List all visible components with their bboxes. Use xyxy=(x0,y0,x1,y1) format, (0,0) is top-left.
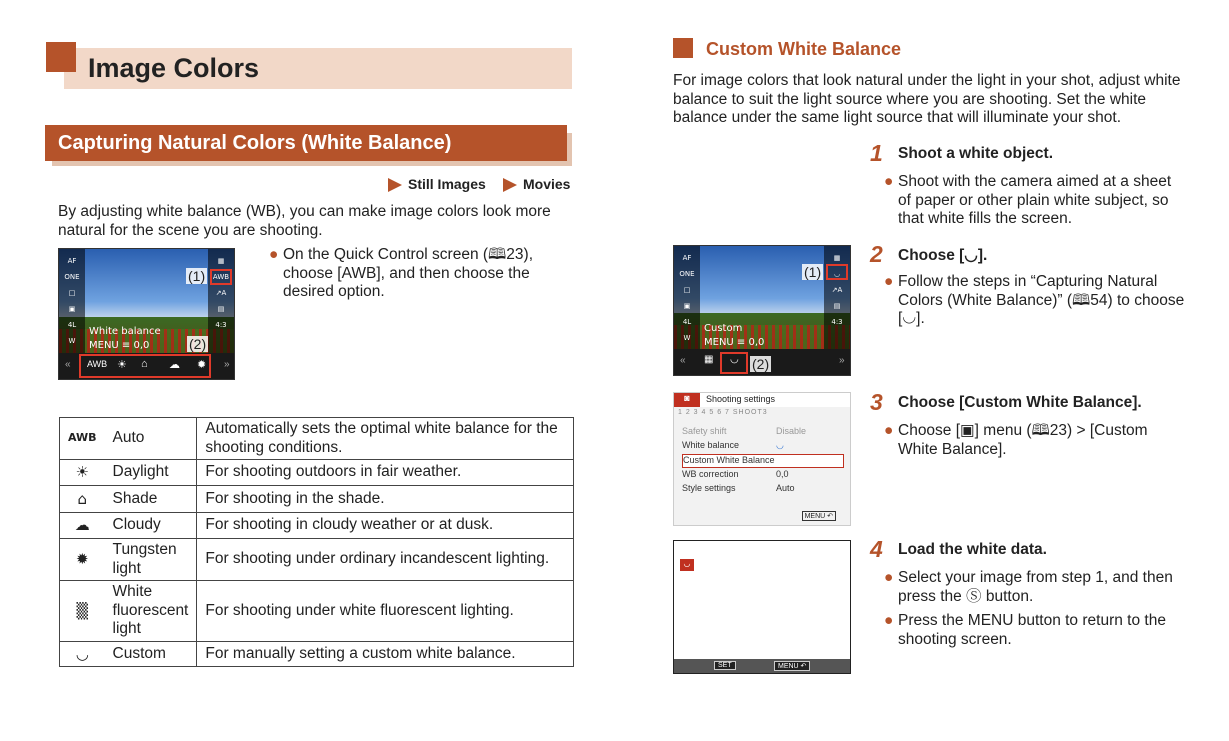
shade-icon: ⌂ xyxy=(60,486,105,513)
camera-screen-custom xyxy=(673,245,851,376)
auto-wb-icon: AWB xyxy=(60,418,105,460)
screen-value: MENU ≡ 0,0 xyxy=(704,337,765,348)
screen-label: Custom xyxy=(704,323,743,334)
still-images-tag: Still Images xyxy=(388,176,486,192)
step-number: 1 xyxy=(870,140,883,166)
arrow-icon xyxy=(503,178,517,192)
step-title: Choose [Custom White Balance]. xyxy=(898,394,1142,411)
right-icon-column: ▦ AWB ↗A ▤ 4:3 xyxy=(208,249,234,379)
intro-text-right: For image colors that look natural under the light in your shot, adjust white balance to suit the light source where you are shooting. Set the white balance under the same light source that will illuminate your shot. xyxy=(673,72,1181,126)
callout-1: (1) xyxy=(188,268,206,284)
step-title: Load the white data. xyxy=(898,541,1047,558)
list-item: ● Choose [▣] menu (🕮23) > [Custom White Balance]. xyxy=(884,422,1148,458)
section-accent-square xyxy=(673,38,693,58)
section-title: Capturing Natural Colors (White Balance) xyxy=(58,132,452,154)
callout-1: (1) xyxy=(804,264,822,280)
screen-label: White balance xyxy=(89,326,161,337)
menu-row[interactable]: White balance ◡ xyxy=(682,440,784,450)
table-row: ☀ Daylight For shooting outdoors in fair weather. xyxy=(60,460,574,486)
menu-row[interactable]: Style settings Auto xyxy=(682,483,795,493)
menu-row[interactable]: Safety shift Disable xyxy=(682,426,807,436)
white-data-screen xyxy=(673,540,851,674)
intro-text: By adjusting white balance (WB), you can make image colors look more natural for the scene you are shooting. xyxy=(58,203,551,239)
menu-tabs: 1 2 3 4 5 6 7 SHOOT3 xyxy=(678,409,768,416)
right-icon-column: ▦ ◡ ↗A ▤ 4:3 xyxy=(824,246,850,375)
table-row: ▒ White fluorescent light For shooting under white fluorescent lighting. xyxy=(60,581,574,642)
option-strip: « ▦ ◡ » xyxy=(674,349,850,375)
list-item: ● On the Quick Control screen (🕮23), choose [AWB], and then choose the desired option. xyxy=(269,246,534,300)
cloudy-icon: ☁ xyxy=(60,513,105,539)
custom-wb-icon: ◡ xyxy=(680,559,694,571)
screen-value: MENU ≡ 0,0 xyxy=(89,340,150,351)
table-row: ✹ Tungsten light For shooting under ordinary incandescent lighting. xyxy=(60,539,574,581)
list-item: ● Select your image from step 1, and then press the Ⓢ button. xyxy=(884,569,1173,605)
custom-wb-icon: ◡ xyxy=(60,642,105,667)
section-title-right: Custom White Balance xyxy=(706,39,902,59)
step-title: Shoot a white object. xyxy=(898,145,1054,162)
table-row: ☁ Cloudy For shooting in cloudy weather or at dusk. xyxy=(60,513,574,539)
menu-button[interactable]: MENU ↶ xyxy=(774,661,810,671)
highlight-box xyxy=(210,269,232,285)
camera-tab-icon: ◙ xyxy=(674,393,700,407)
list-item: ● Press the MENU button to return to the shooting screen. xyxy=(884,612,1166,648)
step-title: Choose [◡]. xyxy=(898,247,988,264)
shooting-settings-menu xyxy=(673,392,851,526)
callout-2: (2) xyxy=(752,356,770,372)
table-row: ⌂ Shade For shooting in the shade. xyxy=(60,486,574,513)
white-balance-table xyxy=(59,417,574,667)
left-icon-column: AF ONE □ ▣ 4L W xyxy=(674,246,700,375)
step-number: 3 xyxy=(870,389,883,415)
left-icon-column: AF ONE □ ▣ 4L W xyxy=(59,249,85,379)
strip-highlight-box xyxy=(79,354,211,378)
list-item: ● Shoot with the camera aimed at a sheet of paper or other plain white subject, so that white fills the screen. xyxy=(884,173,1172,227)
set-button[interactable]: SET xyxy=(714,661,736,670)
menu-row-selected[interactable]: Custom White Balance xyxy=(682,454,844,468)
table-row: AWB Auto Automatically sets the optimal white balance for the shooting conditions. xyxy=(60,418,574,460)
list-item: ● Follow the steps in “Capturing Natural Colors (White Balance)” (🕮54) to choose [◡]. xyxy=(884,273,1185,327)
menu-row[interactable]: WB correction 0,0 xyxy=(682,469,789,479)
callout-2: (2) xyxy=(189,336,207,352)
step-number: 2 xyxy=(870,241,883,267)
strip-highlight-box xyxy=(720,352,748,374)
button-bar xyxy=(674,659,850,673)
menu-button[interactable]: MENU ↶ xyxy=(802,511,836,521)
menu-title: Shooting settings xyxy=(706,394,776,404)
highlight-box xyxy=(826,264,848,280)
title-accent-square xyxy=(46,42,76,72)
page-title: Image Colors xyxy=(88,53,260,83)
table-row: ◡ Custom For manually setting a custom white balance. xyxy=(60,642,574,667)
tungsten-icon: ✹ xyxy=(60,539,105,581)
option-strip: « AWB ☀ ⌂ ☁ ✹ » xyxy=(59,353,234,379)
daylight-icon: ☀ xyxy=(60,460,105,486)
movies-tag: Movies xyxy=(503,176,570,192)
step-number: 4 xyxy=(870,536,883,562)
fluorescent-icon: ▒ xyxy=(60,581,105,642)
camera-screen-image xyxy=(58,248,235,380)
arrow-icon xyxy=(388,178,402,192)
